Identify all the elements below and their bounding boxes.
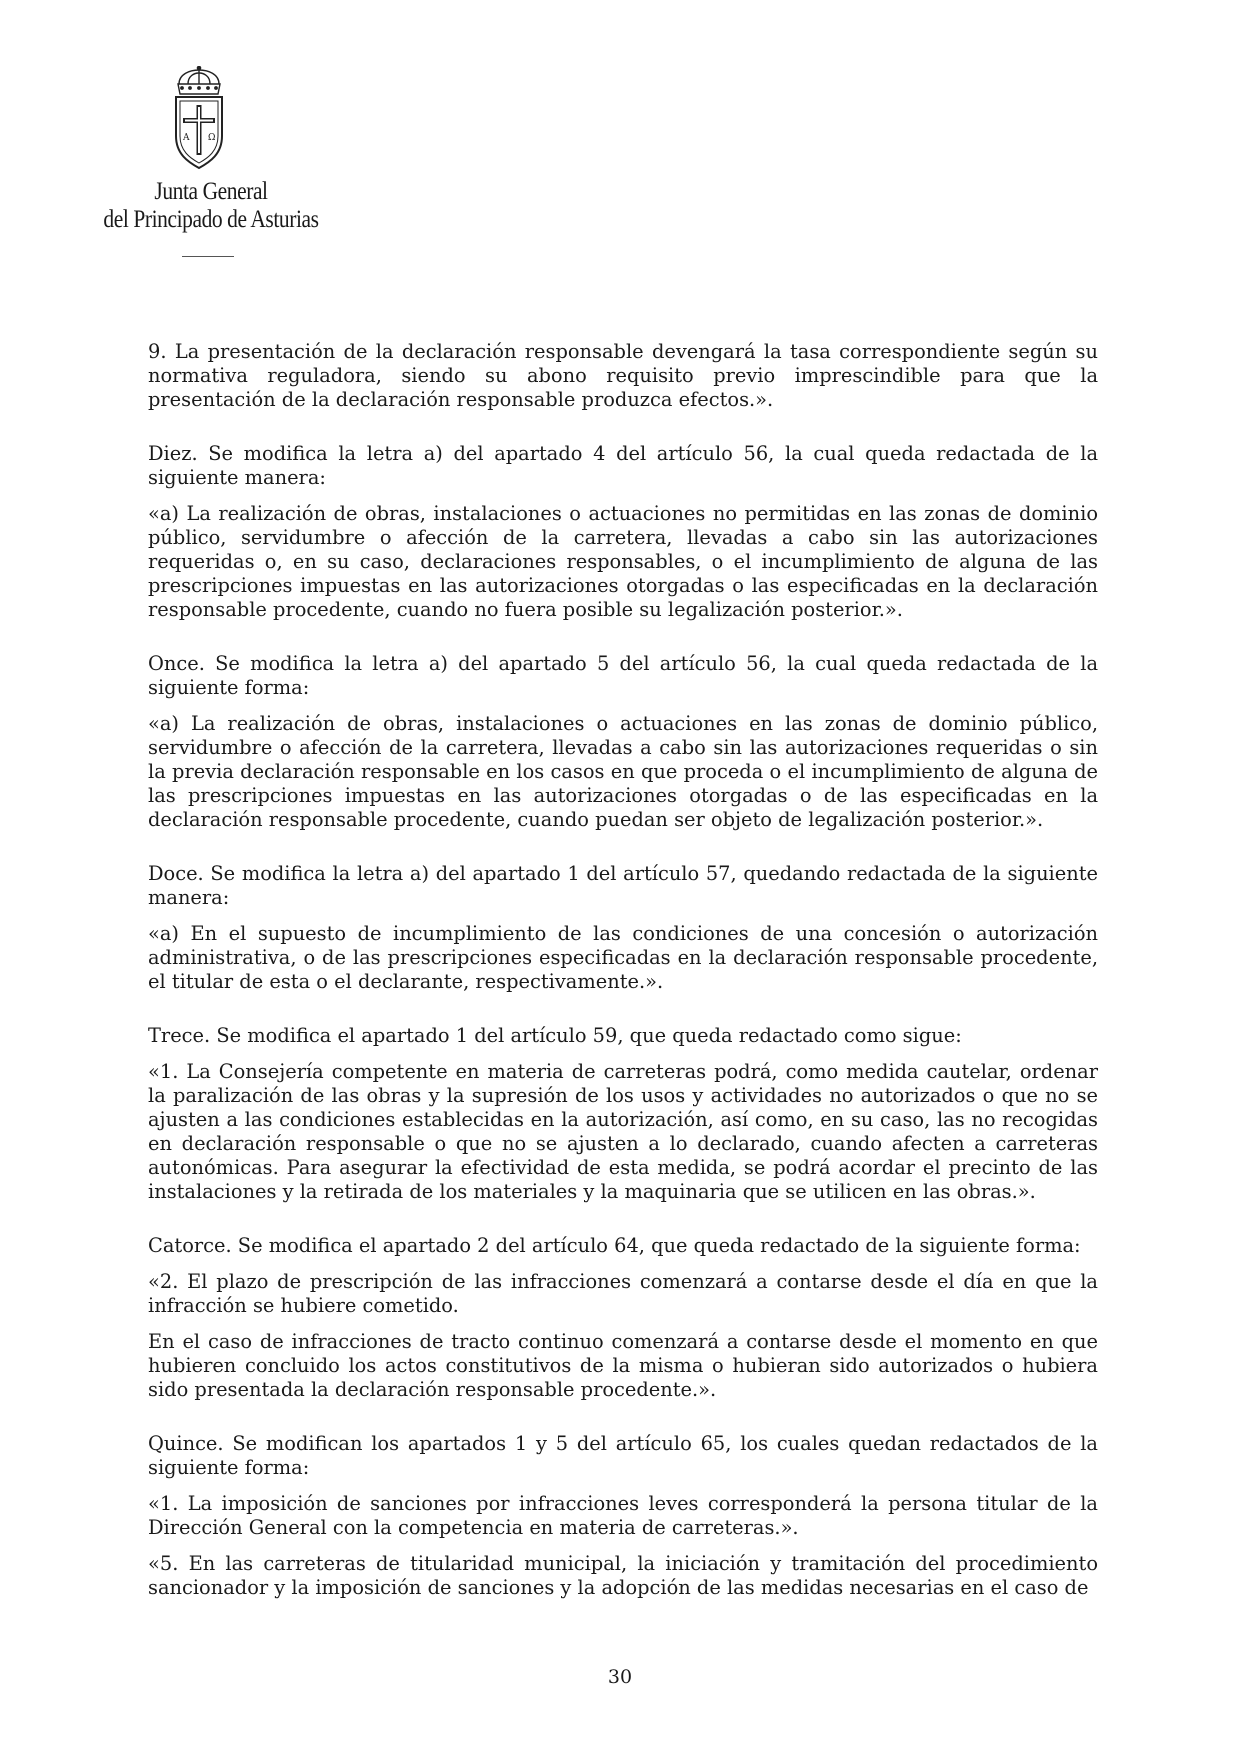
paragraph: 9. La presentación de la declaración responsable devengará la tasa correspondiente según su normativa reguladora, siendo su abono requisito previo imprescindible para que la presentación de la declaración responsable produzca efectos.».	[148, 340, 1098, 411]
paragraph: «1. La imposición de sanciones por infracciones leves corresponderá la persona titular de la Dirección General con la competencia en materia de carreteras.».	[148, 1492, 1098, 1539]
coat-of-arms-icon	[170, 66, 228, 174]
page-number: 30	[607, 1666, 633, 1688]
paragraph: «1. La Consejería competente en materia de carreteras podrá, como medida cautelar, ordenar la paralización de las obras y la supresión de los usos y actividades no autorizados o que no se ajusten a las condiciones establecidas en la autorización, así como, en su caso, las no recogidas en declaración responsable o que no se ajusten a lo declarado, cuando afecten a carreteras autonómicas. Para asegurar la efectividad de esta medida, se podrá acordar el precinto de las instalaciones y la retirada de los materiales y la maquinaria que se utilicen en las obras.».	[148, 1060, 1098, 1203]
paragraph: En el caso de infracciones de tracto continuo comenzará a contarse desde el momento en que hubieren concluido los actos constitutivos de la misma o hubieran sido autorizados o hubiera sido presentada la declaración responsable procedente.».	[148, 1330, 1098, 1401]
header-divider	[182, 256, 234, 257]
paragraph: Diez. Se modifica la letra a) del apartado 4 del artículo 56, la cual queda redactada de la siguiente manera:	[148, 442, 1098, 489]
paragraph: «2. El plazo de prescripción de las infracciones comenzará a contarse desde el día en que la infracción se hubiere cometido.	[148, 1270, 1098, 1317]
paragraph: Doce. Se modifica la letra a) del apartado 1 del artículo 57, quedando redactada de la siguiente manera:	[148, 862, 1098, 909]
paragraph: «5. En las carreteras de titularidad municipal, la iniciación y tramitación del procedimiento sancionador y la imposición de sanciones y la adopción de las medidas necesarias en el caso de	[148, 1552, 1098, 1599]
paragraph: «a) La realización de obras, instalaciones o actuaciones en las zonas de dominio público, servidumbre o afección de la carretera, llevadas a cabo sin las autorizaciones requeridas o sin la previa declaración responsable en los casos en que proceda o el incumplimiento de alguna de las prescripciones impuestas en las autorizaciones otorgadas o de las especificadas en la declaración responsable procedente, cuando puedan ser objeto de legalización posterior.».	[148, 712, 1098, 831]
paragraph: Quince. Se modifican los apartados 1 y 5 del artículo 65, los cuales quedan redactados de la siguiente forma:	[148, 1432, 1098, 1479]
paragraph: Catorce. Se modifica el apartado 2 del artículo 64, que queda redactado de la siguiente forma:	[148, 1234, 1081, 1257]
paragraph: «a) La realización de obras, instalaciones o actuaciones no permitidas en las zonas de dominio público, servidumbre o afección de la carretera, llevadas a cabo sin las autorizaciones requeridas o, en su caso, declaraciones responsables, o el incumplimiento de alguna de las prescripciones impuestas en las autorizaciones otorgadas o las especificadas en la declaración responsable procedente, cuando no fuera posible su legalización posterior.».	[148, 502, 1098, 621]
document-body	[148, 340, 1098, 1600]
paragraph: Once. Se modifica la letra a) del apartado 5 del artículo 56, la cual queda redactada de la siguiente forma:	[148, 652, 1098, 699]
svg-text:A: A	[183, 133, 190, 143]
svg-text:Ω: Ω	[208, 133, 216, 143]
paragraph: «a) En el supuesto de incumplimiento de las condiciones de una concesión o autorización administrativa, o de las prescripciones especificadas en la declaración responsable procedente, el titular de esta o el declarante, respectivamente.».	[148, 922, 1098, 993]
paragraph: Trece. Se modifica el apartado 1 del artículo 59, que queda redactado como sigue:	[148, 1024, 962, 1047]
institution-name-line2: del Principado de Asturias	[103, 206, 319, 233]
institution-logo	[92, 66, 332, 266]
institution-name-line1: Junta General	[154, 178, 268, 205]
